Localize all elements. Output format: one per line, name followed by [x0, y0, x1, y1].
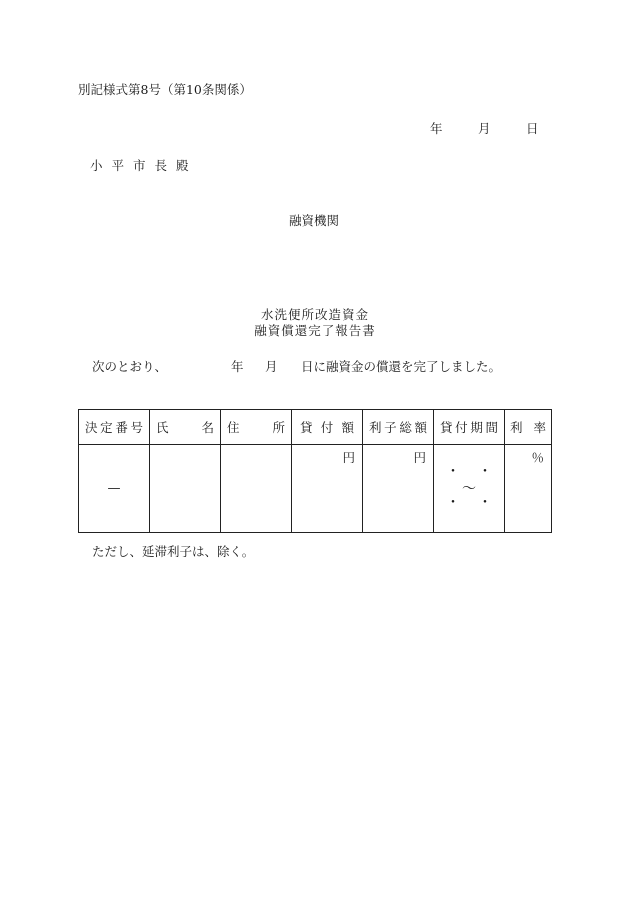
- amount-unit: 円: [342, 450, 355, 465]
- cell-total-interest: [363, 445, 434, 533]
- header-interest-rate: 利 率: [505, 410, 552, 445]
- interest-unit: 円: [413, 450, 426, 465]
- repayment-table: [78, 409, 552, 533]
- body-suffix: 日に融資金の償還を完了しました。: [301, 359, 502, 374]
- body-prefix: 次のとおり、: [92, 359, 168, 374]
- date-year: 年: [430, 121, 443, 136]
- note-text: ただし、延滞利子は、除く。: [92, 544, 255, 559]
- addressee: 小平市長殿: [90, 158, 198, 173]
- header-decision-number: 決 定 番 号: [79, 410, 150, 445]
- period-end-dot-2: ・: [478, 495, 492, 511]
- period-separator: ～: [462, 481, 476, 497]
- date-day: 日: [526, 121, 539, 136]
- header-loan-amount: 貸 付 額: [292, 410, 363, 445]
- cell-loan-period: [434, 445, 505, 533]
- body-text: [0, 357, 630, 375]
- table-header-row: [79, 410, 552, 445]
- cell-decision-number: [79, 445, 150, 533]
- body-month: 月: [265, 359, 278, 374]
- body-year: 年: [231, 359, 244, 374]
- document-title-line2: 融資償還完了報告書: [254, 323, 376, 338]
- header-total-interest: 利 子 総 額: [363, 410, 434, 445]
- cell-address: [221, 445, 292, 533]
- document-title-line1: 水洗便所改造資金: [260, 307, 369, 322]
- cell-interest-rate: [505, 445, 552, 533]
- date-month: 月: [478, 121, 491, 136]
- period-start-dot-1: ・: [446, 464, 460, 480]
- header-loan-period: 貸 付 期 間: [434, 410, 505, 445]
- table-row: [79, 445, 552, 533]
- period-end-dot-1: ・: [446, 495, 460, 511]
- period-start-dot-2: ・: [478, 464, 492, 480]
- rate-unit: ％: [531, 450, 544, 465]
- header-name: 氏 名: [150, 410, 221, 445]
- cell-loan-amount: [292, 445, 363, 533]
- period-end: [434, 496, 504, 510]
- decision-number-dash: —: [107, 481, 121, 496]
- period-start: [434, 465, 504, 479]
- institution-label: 融資機関: [289, 213, 340, 228]
- cell-name: [150, 445, 221, 533]
- form-number: 別記様式第8号（第10条関係）: [78, 82, 252, 97]
- header-address: 住 所: [221, 410, 292, 445]
